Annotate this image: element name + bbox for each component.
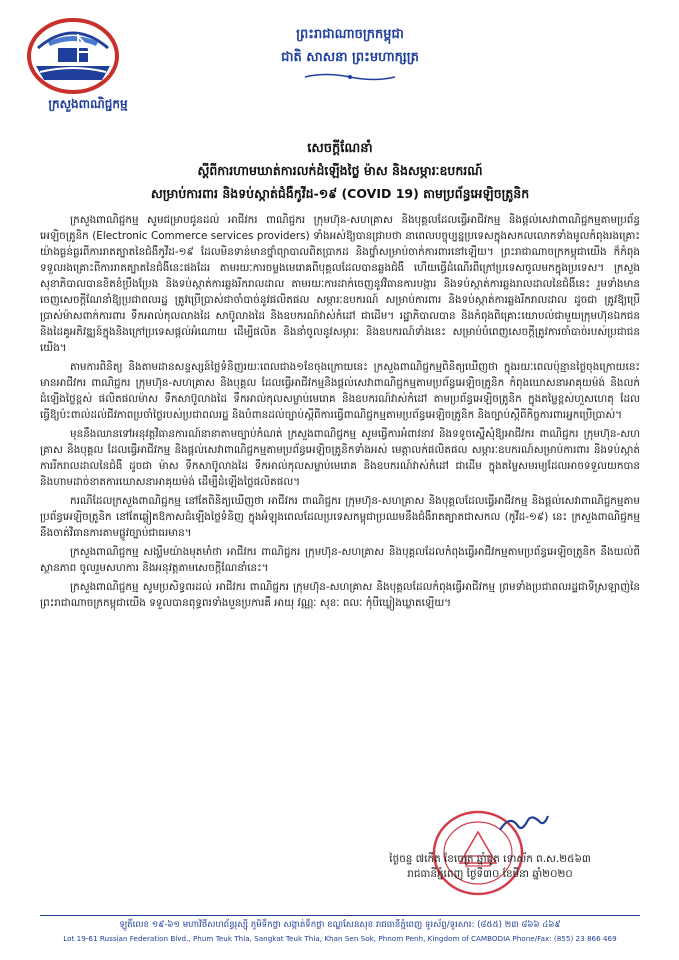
title-notice: សេចក្តីណែនាំ [307,141,373,156]
paragraph-1: ក្រសួងពាណិជ្ជកម្ម សូមជម្រាបជូនដល់ អាជីវករ ពាណិជ្ជករ ក្រុមហ៊ុន-សហគ្រាស និងបុគ្គលដែលធ្វើអាជីវកម្ម និងផ្តល់សេវាពាណិជ្ជកម្មតាមប្រព័ន្ធអេឡិចត្រូនិក (Electronic Commerce services providers) ទាំងអស់ឱ្យបានជ្រាបថា នាពេលបច្ចុប្បន្នប្រទេសក្នុងសកលលោកទាំងមូលកំពុងរងគ្រោះយ៉ាងធ្ងន់ធ្ងរពីការរាតត្បាតនៃជំងឺកូវីដ-១៩ ដែលមិនទាន់មានថ្នាំព្យាបាលពិតប្រាកដ និងថ្នាំសម្រាប់ចាក់ការពារនៅឡើយ។ ព្រះរាជាណាចក្រកម្ពុជាយើង ក៏កំពុងទទួលរងគ្រោះពីការរាតត្បាតនៃជំងឺនេះផងដែរ តាមរយៈការចម្លងមេរោគពីបុគ្គលដែលបានឆ្លងជំងឺ ហើយធ្វើដំណើរពីក្រៅប្រទេសចូលមកក្នុងប្រទេស។ ក្រសួងសុខាភិបាលបានខិតខំប្រឹងប្រែង និងទប់ស្កាត់ការឆ្លងរីករាលដាល តាមរយៈការដាក់ចេញនូវវិធានការបង្ការ និងទប់ស្កាត់ការឆ្លងរាលដាលនៃជំងឺនេះ រួមទាំងមានចេញសេចក្តីណែនាំឱ្យប្រជាពលរដ្ឋ ត្រូវប្រើប្រាស់ជាចាំបាច់នូវផលិតផល សម្ភារៈឧបករណ៍ សម្រាប់ការពារ និងទប់ស្កាត់ការឆ្លងរីករាលដាល ដូចជា ត្រូវឱ្យប្រើប្រាស់ម៉ាសពាក់ការពារ ទឹកអាល់កុលលាងដៃ សាប៊ូលាងដៃ និងឧបករណ៍វាស់កំដៅ ជាដើម។ រដ្ឋាភិបាលបាន និងកំពុងពិគ្រោះយោបល់ជាមួយក្រុមហ៊ុនឯកជន និងដៃគូអភិវឌ្ឍន៍ក្នុងនិងក្រៅប្រទេសផ្តល់អំណោយ ដើម្បីផលិត និងនាំចូលនូវសម្ភារៈ និងឧបករណ៍ទាំងនេះ សម្រាប់បំពេញសេចក្តីត្រូវការចាំបាច់របស់ប្រជាជនយើង។ [40,214,640,354]
document-body [40,212,640,614]
ministry-name: ក្រសួងពាណិជ្ជកម្ម [48,97,128,111]
paragraph-6: ក្រសួងពាណិជ្ជកម្ម សូមប្រសិទ្ធពរដល់ អាជីវករ ពាណិជ្ជករ ក្រុមហ៊ុន-សហគ្រាស និងបុគ្គលដែលកំពុងធ្វើអាជីវកម្ម ព្រមទាំងប្រជាពលរដ្ឋជាទីស្រឡាញ់នៃព្រះរាជាណាចក្រកម្ពុជាយើង ទទួលបានពុទ្ធពរទាំងបួនប្រការគឺ អាយុ វណ្ណៈ សុខៈ ពលៈ កុំបីឃ្លៀងឃ្លាតឡើយ។ [40,581,640,609]
motto-nation-religion-king: ជាតិ សាសនា ព្រះមហាក្សត្រ [281,50,419,65]
footer-divider [40,915,640,916]
paragraph-2: តាមការពិនិត្យ និងតាមដានសន្ទស្សន៍ថ្លៃទំនិញរយៈពេលជាង១ខែចុងក្រោយនេះ ក្រសួងពាណិជ្ជកម្មពិនិត្យឃើញថា ក្នុងរយៈពេលប៉ុន្មានថ្ងៃចុងក្រោយនេះ មានអាជីវករ ពាណិជ្ជករ ក្រុមហ៊ុន-សហគ្រាស និងបុគ្គល ដែលធ្វើអាជីវកម្មនិងផ្តល់សេវាពាណិជ្ជកម្មតាមប្រព័ន្ធអេឡិចត្រូនិក កំពុងឃោសនាអាគុយម៉ង់ និងលក់ដំឡើងថ្លៃខ្ពស់ ផលិតផលម៉ាស ទឹកសាប៊ូលាងដៃ ទឹកអាល់កុលសម្លាប់មេរោគ និងឧបករណ៍វាស់កំដៅ តាមប្រព័ន្ធអេឡិចត្រូនិក ក្នុងតម្លៃខ្ពស់ហួសហេតុ ដែលធ្វើឱ្យប៉ះពាល់ដល់ជីវភាពប្រចាំថ្ងៃរបស់ប្រជាពលរដ្ឋ និងបំពានដល់ច្បាប់ស្តីពីការធ្វើពាណិជ្ជកម្មតាមប្រព័ន្ធអេឡិចត្រូនិក និងច្បាប់ស្តីពីកិច្ចការពារអ្នកប្រើប្រាស់។ [40,361,640,421]
footer-address-english: Lot 19-61 Russian Federation Blvd., Phum Teuk Thla, Sangkat Teuk Thla, Khan Sen Sok, Phnom Penh, Kingdom of CAMBODIA Phone/Fax: (855) 23 866 469 [63,934,617,943]
kingdom-motto [200,26,500,68]
title-subject: ស្តីពីការហាមឃាត់ការលក់ដំឡើងថ្លៃ ម៉ាស និងសម្ភារៈឧបករណ៍ [197,163,483,178]
title-subject-cont: សម្រាប់ការពារ និងទប់ស្កាត់ជំងឺកូវីដ-១៩ (COVID 19) តាមប្រព័ន្ធអេឡិចត្រូនិក [150,186,530,201]
paragraph-5: ក្រសួងពាណិជ្ជកម្ម សង្ឃឹមយ៉ាងមុតមាំថា អាជីវករ ពាណិជ្ជករ ក្រុមហ៊ុន-សហគ្រាស និងបុគ្គលដែលកំពុងធ្វើអាជីវកម្មតាមប្រព័ន្ធអេឡិចត្រូនិក នឹងយល់ពីស្ថានភាព ចូលរួមសហការ និងអនុវត្តតាមសេចក្តីណែនាំនេះ។ [40,546,640,574]
paragraph-3: មុននឹងឈានទៅអនុវត្តវិធានការណ៍នានាតាមច្បាប់កំណត់ ក្រសួងពាណិជ្ជកម្ម សូមធ្វើការអំពាវនាវ និងទទូចស្នើសុំឱ្យអាជីវករ ពាណិជ្ជករ ក្រុមហ៊ុន-សហគ្រាស និងបុគ្គល ដែលធ្វើអាជីវកម្ម និងផ្តល់សេវាពាណិជ្ជកម្មតាមប្រព័ន្ធអេឡិចត្រូនិកទាំងអស់ មេត្តាលក់ផលិតផល សម្ភារៈឧបករណ៍សម្រាប់ការពារ និងទប់ស្កាត់ការរីករាលដាលនៃជំងឺ ដូចជា ម៉ាស ទឹកសាប៊ូលាងដៃ ទឹកអាល់កុលសម្លាប់មេរោគ និងឧបករណ៍វាស់កំដៅ ជាដើម ក្នុងតម្លៃសមរម្យដែលអាចទទួលយកបាន និងហាមដាច់ខាតការឃោសនាអាគុយម៉ង់ ដើម្បីដំឡើងថ្លៃផលិតផល។ [40,428,640,488]
motto-kingdom: ព្រះរាជាណាចក្រកម្ពុជា [296,27,404,42]
footer-address [40,919,640,945]
signature-icon [460,808,550,838]
ministry-logo [18,8,128,96]
document-title [40,140,640,205]
issue-date [330,852,650,882]
paragraph-4: ករណីដែលក្រសួងពាណិជ្ជកម្ម នៅតែពិនិត្យឃើញថា អាជីវករ ពាណិជ្ជករ ក្រុមហ៊ុន-សហគ្រាស និងបុគ្គលដែលធ្វើអាជីវកម្ម និងផ្តល់សេវាពាណិជ្ជកម្មតាមប្រព័ន្ធអេឡិចត្រូនិក នៅតែឆ្លៀតឱកាសដំឡើងថ្លៃទំនិញ ក្នុងអំឡុងពេលដែលប្រទេសកម្ពុជាប្រឈមនឹងជំងឺរាតត្បាតជាសកល (កូវីដ-១៩) នេះ ក្រសួងពាណិជ្ជកម្ម នឹងចាត់វិធានការតាមផ្លូវច្បាប់ជាធរមាន។ [40,495,640,539]
motto-ornament-icon [300,72,400,82]
footer-address-khmer: ឡូតិ៍លេខ ១៩-៦១ មហាវិថីសហព័ន្ធរុស្ស៊ី ភូមិទឹកថ្លា សង្កាត់ទឹកថ្លា ខណ្ឌសែនសុខ រាជធានីភ្នំពេញ ទូរស័ព្ទ/ទូរសារ: (៨៥៥) ២៣ ៨៦៦ ៤៦៩ [119,920,561,930]
date-solar: រាជធានីភ្នំពេញ ថ្ងៃទី៣០ ខែមីនា ឆ្នាំ២០២០ [407,868,573,880]
date-lunar: ថ្ងៃចន្ទ ៧កើត ខែចេត្រ ឆ្នាំជូត ទោស័ក ព.ស.២៥៦៣ [389,853,591,865]
